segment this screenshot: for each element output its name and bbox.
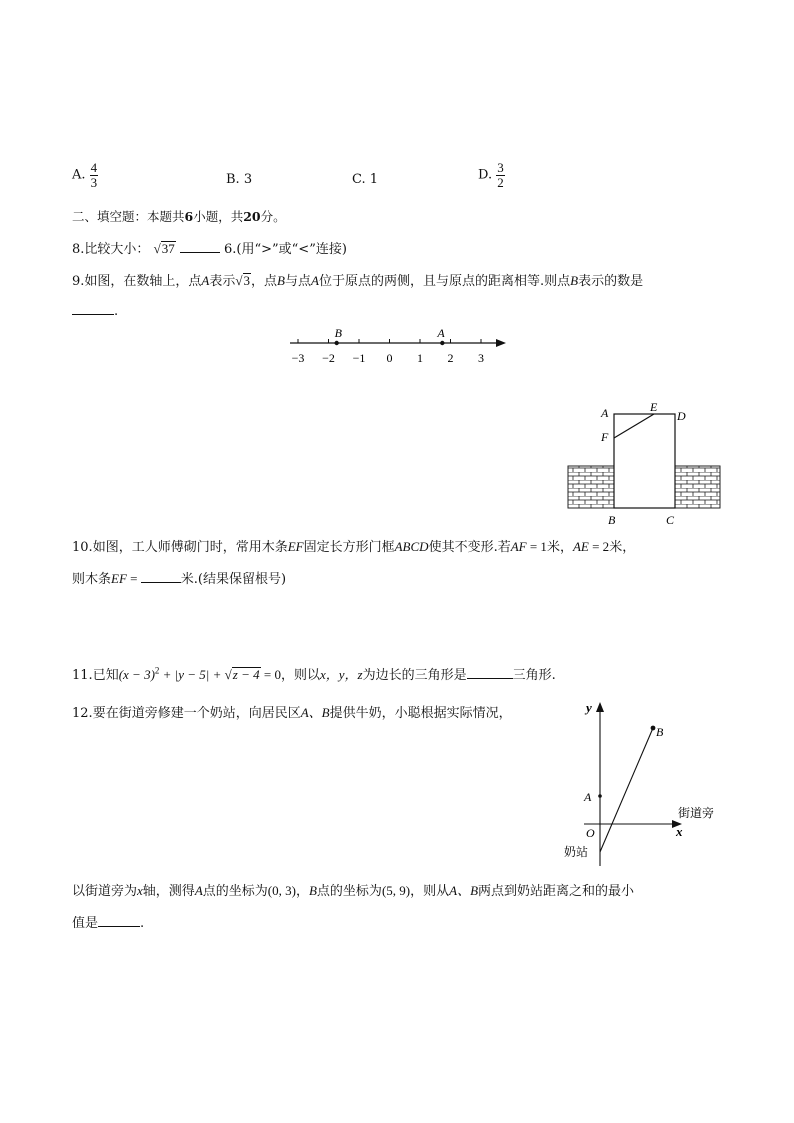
milk-station-label: 奶站 (564, 845, 589, 859)
number-line-figure (286, 326, 510, 370)
option-d-label: D. (478, 167, 493, 183)
b-label: B (656, 725, 664, 739)
label-a: A (601, 406, 609, 420)
point-b-dot (651, 726, 656, 731)
door-frame-figure (564, 400, 724, 528)
number-line-tick-label: −1 (352, 351, 366, 365)
label-b: B (608, 513, 616, 527)
number-line-tick-label: 2 (447, 351, 454, 365)
section-2-heading: 二、填空题：本题共6小题，共20分。 (72, 209, 286, 224)
y-axis-label: y (586, 700, 592, 715)
x-axis-label: x (676, 824, 683, 839)
number-line-arrow (496, 339, 506, 347)
question-10-line-2: 则木条EF = 米.(结果保留根号) (72, 571, 287, 587)
option-a-fraction: $\frac{4}{3}$ (90, 160, 98, 190)
number-line-tick-label: 3 (478, 351, 484, 365)
street-label: 街道旁 (678, 806, 715, 820)
number-line-tick-label: −2 (322, 351, 335, 365)
label-e: E (650, 400, 658, 414)
q7-option-c: C. 1 (352, 172, 379, 187)
coordinate-figure (562, 696, 728, 868)
number-line-tick-label: 1 (417, 351, 423, 365)
label-d: D (677, 409, 686, 423)
option-d-fraction: $\frac{3}{2}$ (497, 160, 504, 190)
origin-label: O (586, 826, 595, 840)
left-brick-wall (568, 466, 614, 508)
question-9: 9.如图，在数轴上，点A表示√3，点B与点A位于原点的两侧，且与原点的距离相等.则点B表示的数是 (72, 273, 644, 289)
number-line-tick-label: −3 (291, 351, 305, 365)
q11-answer-blank[interactable] (467, 666, 513, 679)
option-a-label: A. (72, 167, 86, 183)
q7-option-a (72, 161, 98, 189)
q10-answer-blank[interactable] (141, 570, 181, 583)
point-a-label: A (437, 326, 445, 340)
point-a-dot (440, 341, 444, 345)
label-c: C (666, 513, 675, 527)
point-b-label: B (334, 326, 343, 340)
q12-answer-blank[interactable] (98, 914, 140, 927)
right-brick-wall (675, 466, 720, 508)
q9-answer-blank[interactable] (72, 302, 114, 315)
question-12-line-1: 12.要在街道旁修建一个奶站，向居民区A、B提供牛奶，小聪根据实际情况， (72, 705, 512, 721)
label-f: F (601, 430, 609, 444)
question-11: 11.已知$(x - 3)^2 + |y - 5| + √z - 4 = 0$，则以x，y，z为边长的三角形是 三角形. (72, 665, 556, 683)
segment-station-to-b (600, 728, 653, 852)
point-b-dot (334, 341, 338, 345)
q8-answer-blank[interactable] (180, 240, 220, 253)
question-10-line-1: 10.如图，工人师傅砌门时，常用木条EF固定长方形门框ABCD使其不变形.若AF = 1米，AE = 2米， (72, 539, 636, 555)
q9-answer-line: . (72, 302, 118, 319)
point-a-dot (598, 794, 602, 798)
question-12-line-3: 值是 . (72, 916, 145, 931)
question-8: 8.比较大小： √37 6.(用“>”或“<”连接) (72, 241, 347, 257)
a-label: A (584, 790, 592, 804)
question-12-line-2: 以街道旁为x轴，测得A点的坐标为(0, 3)，B点的坐标为(5, 9)，则从A、B两点到奶站距离之和的最小 (72, 883, 635, 899)
y-axis-arrow (596, 702, 604, 712)
number-line-tick-label: 0 (386, 351, 393, 365)
q7-option-d (478, 161, 505, 189)
q7-option-b: B. 3 (226, 172, 253, 187)
door-frame-abcd (614, 414, 675, 508)
